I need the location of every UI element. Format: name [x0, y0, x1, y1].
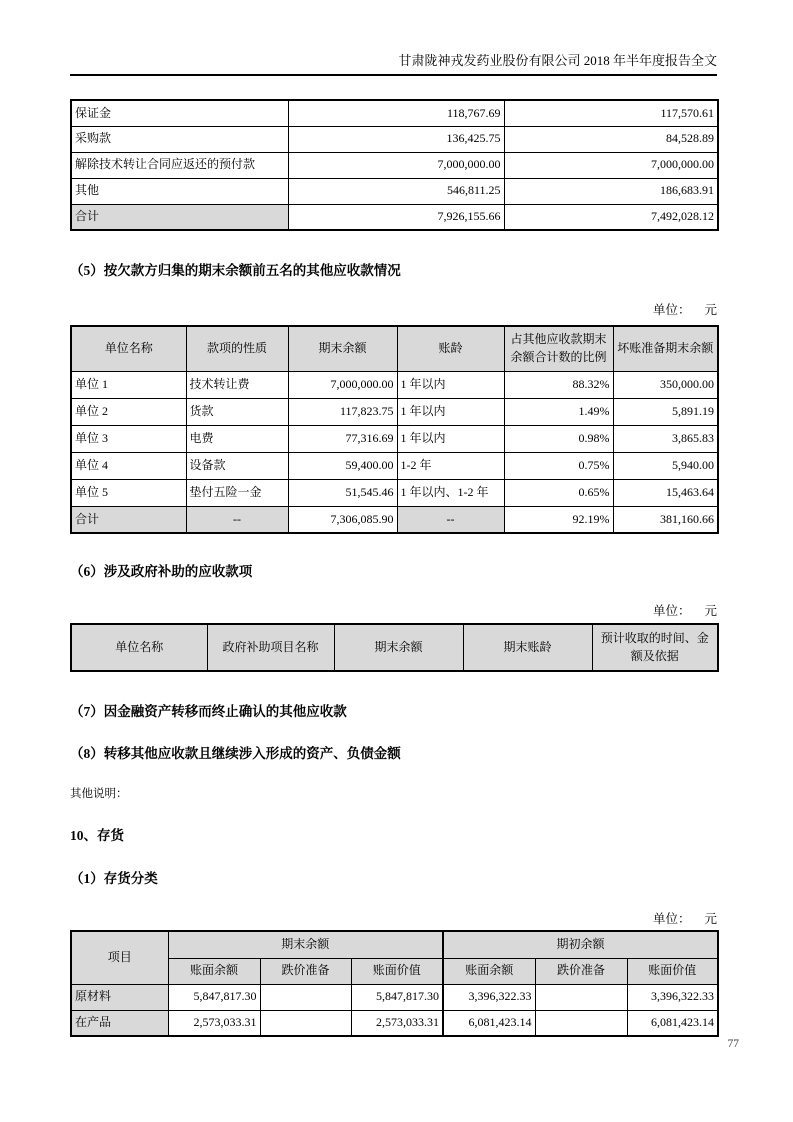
cell-unit: 单位 3 — [71, 425, 186, 452]
section6-heading: （6）涉及政府补助的应收款项 — [70, 564, 253, 579]
cell-ending: 7,926,155.66 — [288, 204, 504, 230]
unit-label: 单位： — [652, 912, 691, 926]
cell-ending-gross: 5,847,817.30 — [168, 984, 260, 1010]
unit-value: 元 — [704, 912, 717, 926]
top5-receivables-table — [70, 325, 719, 534]
cell-name: 保证金 — [71, 100, 288, 126]
cell-ending: 118,767.69 — [288, 100, 504, 126]
table-header-row — [71, 624, 718, 671]
header-cell: 款项的性质 — [186, 326, 288, 371]
cell-nature: 设备款 — [186, 452, 288, 479]
page-number: 77 — [727, 1038, 739, 1050]
table-row — [71, 178, 718, 204]
cell-ending-net: 2,573,033.31 — [351, 1010, 443, 1036]
cell-ratio: 92.19% — [504, 506, 613, 533]
cell-beginning-net: 6,081,423.14 — [627, 1010, 718, 1036]
cell-ratio: 88.32% — [504, 371, 613, 398]
header-cell-beginning-group: 期初余额 — [443, 931, 718, 958]
table-header-row — [71, 931, 718, 958]
cell-ending-net: 5,847,817.30 — [351, 984, 443, 1010]
table-row — [71, 984, 718, 1010]
cell-beginning-gross: 6,081,423.14 — [443, 1010, 535, 1036]
header-cell: 期末账龄 — [463, 624, 592, 671]
cell-unit: 单位 4 — [71, 452, 186, 479]
cell-ratio: 0.98% — [504, 425, 613, 452]
cell-balance: 117,823.75 — [288, 398, 397, 425]
cell-balance: 51,545.46 — [288, 479, 397, 506]
cell-beginning: 7,000,000.00 — [504, 152, 718, 178]
cell-nature: 货款 — [186, 398, 288, 425]
table-row — [71, 126, 718, 152]
section8-heading: （8）转移其他应收款且继续涉入形成的资产、负债金额 — [70, 746, 401, 761]
table-row — [71, 152, 718, 178]
unit-label: 单位： — [652, 604, 691, 618]
cell-unit: 单位 2 — [71, 398, 186, 425]
unit-line — [70, 912, 717, 927]
header-cell: 账面价值 — [351, 958, 443, 984]
cell-item: 在产品 — [71, 1010, 168, 1036]
unit-line — [70, 303, 717, 318]
header-cell: 账龄 — [397, 326, 504, 371]
cell-ratio: 0.75% — [504, 452, 613, 479]
section7-heading: （7）因金融资产转移而终止确认的其他应收款 — [70, 704, 347, 719]
receivables-by-nature-table — [70, 99, 719, 231]
cell-balance: 7,306,085.90 — [288, 506, 397, 533]
cell-balance: 77,316.69 — [288, 425, 397, 452]
table-subheader-row — [71, 958, 718, 984]
document-title: 甘肃陇神戎发药业股份有限公司 2018 年半年度报告全文 — [398, 53, 717, 68]
unit-value: 元 — [704, 303, 717, 317]
header-cell: 预计收取的时间、金额及依据 — [592, 624, 718, 671]
cell-beginning-provision — [535, 984, 627, 1010]
other-note: 其他说明： — [70, 788, 128, 800]
table-row — [71, 1010, 718, 1036]
table-row — [71, 452, 718, 479]
cell-name: 解除技术转让合同应返还的预付款 — [71, 152, 288, 178]
cell-ending: 136,425.75 — [288, 126, 504, 152]
cell-beginning: 84,528.89 — [504, 126, 718, 152]
header-cell: 账面余额 — [443, 958, 535, 984]
cell-ending-provision — [260, 984, 351, 1010]
header-cell-ending-group: 期末余额 — [168, 931, 443, 958]
cell-name: 其他 — [71, 178, 288, 204]
cell-balance: 59,400.00 — [288, 452, 397, 479]
header-cell: 占其他应收款期末余额合计数的比例 — [504, 326, 613, 371]
cell-beginning: 7,492,028.12 — [504, 204, 718, 230]
inventory-classification-heading: （1）存货分类 — [70, 871, 158, 886]
cell-ending: 546,811.25 — [288, 178, 504, 204]
table-row — [71, 100, 718, 126]
header-cell: 跌价准备 — [535, 958, 627, 984]
cell-ending: 7,000,000.00 — [288, 152, 504, 178]
header-cell: 政府补助项目名称 — [207, 624, 334, 671]
cell-baddebt: 5,940.00 — [613, 452, 718, 479]
cell-aging: 1-2 年 — [397, 452, 504, 479]
header-cell: 坏账准备期末余额 — [613, 326, 718, 371]
table-total-row — [71, 204, 718, 230]
cell-beginning: 186,683.91 — [504, 178, 718, 204]
cell-baddebt: 350,000.00 — [613, 371, 718, 398]
cell-nature: 电费 — [186, 425, 288, 452]
cell-beginning-net: 3,396,322.33 — [627, 984, 718, 1010]
table-row — [71, 425, 718, 452]
cell-item: 原材料 — [71, 984, 168, 1010]
cell-baddebt: 15,463.64 — [613, 479, 718, 506]
header-cell: 账面余额 — [168, 958, 260, 984]
table-header-row — [71, 326, 718, 371]
cell-name: 采购款 — [71, 126, 288, 152]
cell-baddebt: 381,160.66 — [613, 506, 718, 533]
cell-baddebt: 5,891.19 — [613, 398, 718, 425]
header-cell: 单位名称 — [71, 624, 207, 671]
cell-beginning: 117,570.61 — [504, 100, 718, 126]
cell-ending-gross: 2,573,033.31 — [168, 1010, 260, 1036]
document-header — [70, 0, 717, 76]
cell-unit: 单位 5 — [71, 479, 186, 506]
cell-aging: 1 年以内 — [397, 371, 504, 398]
header-cell: 单位名称 — [71, 326, 186, 371]
cell-nature: -- — [186, 506, 288, 533]
cell-ratio: 1.49% — [504, 398, 613, 425]
cell-balance: 7,000,000.00 — [288, 371, 397, 398]
page-content — [70, 0, 717, 1037]
header-cell: 账面价值 — [627, 958, 718, 984]
section5-heading: （5）按欠款方归集的期末余额前五名的其他应收款情况 — [70, 263, 401, 278]
cell-aging: -- — [397, 506, 504, 533]
unit-label: 单位： — [652, 303, 691, 317]
table-row — [71, 479, 718, 506]
table-row — [71, 371, 718, 398]
cell-nature: 技术转让费 — [186, 371, 288, 398]
table-total-row — [71, 506, 718, 533]
cell-aging: 1 年以内 — [397, 425, 504, 452]
cell-ending-provision — [260, 1010, 351, 1036]
cell-beginning-provision — [535, 1010, 627, 1036]
unit-line — [70, 604, 717, 619]
cell-nature: 垫付五险一金 — [186, 479, 288, 506]
header-cell: 跌价准备 — [260, 958, 351, 984]
section10-heading: 10、存货 — [70, 828, 124, 843]
government-subsidy-table — [70, 623, 719, 672]
cell-beginning-gross: 3,396,322.33 — [443, 984, 535, 1010]
cell-aging: 1 年以内、1-2 年 — [397, 479, 504, 506]
inventory-table — [70, 930, 719, 1037]
table-row — [71, 398, 718, 425]
header-cell: 期末余额 — [288, 326, 397, 371]
header-cell: 期末余额 — [334, 624, 463, 671]
cell-total-label: 合计 — [71, 506, 186, 533]
cell-total-label: 合计 — [71, 204, 288, 230]
cell-ratio: 0.65% — [504, 479, 613, 506]
cell-unit: 单位 1 — [71, 371, 186, 398]
cell-aging: 1 年以内 — [397, 398, 504, 425]
unit-value: 元 — [704, 604, 717, 618]
cell-baddebt: 3,865.83 — [613, 425, 718, 452]
header-cell-item: 项目 — [71, 931, 168, 984]
